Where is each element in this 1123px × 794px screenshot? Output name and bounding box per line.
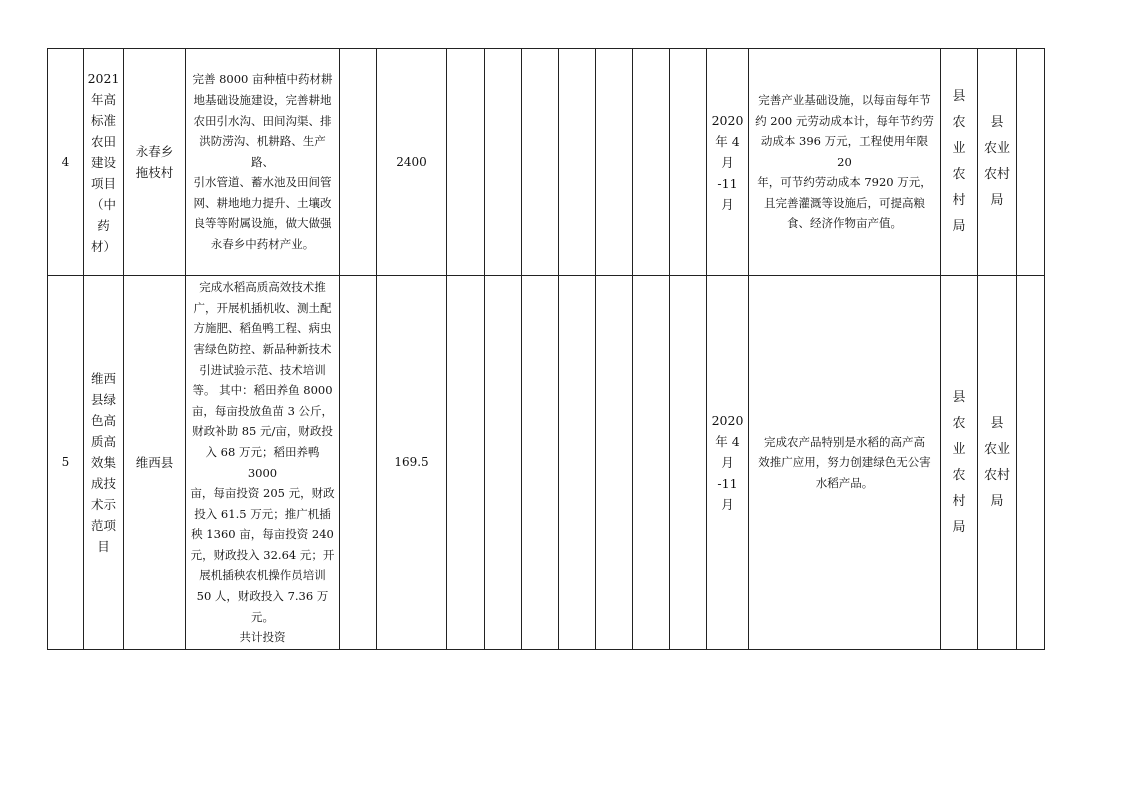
empty-cell: [633, 276, 670, 650]
text-line: 秧 1360 亩，每亩投资 240: [191, 527, 334, 542]
implementing-unit: [978, 276, 1017, 650]
text-line: 水稻产品。: [815, 475, 874, 490]
empty-cell: [485, 49, 522, 276]
text-line: 月: [721, 196, 734, 212]
text-line: 维西: [90, 371, 116, 386]
text-line: 县: [952, 389, 966, 405]
empty-cell: [522, 49, 559, 276]
empty-cell: [447, 276, 485, 650]
text-line: 范项: [90, 518, 116, 533]
text-line: 农: [952, 167, 966, 182]
text-line: 良等等附属设施，做大做强: [193, 216, 332, 231]
row-number: 5: [48, 276, 84, 650]
text-line: 县: [990, 115, 1004, 130]
text-line: 约 200 元劳动成本计，每年节约劳: [755, 113, 934, 128]
table-row: [48, 276, 1045, 650]
text-line: 洪防涝沟、机耕路、生产路、: [199, 134, 326, 169]
project-period: [707, 49, 749, 276]
text-line: 建设: [90, 154, 116, 170]
empty-cell: [447, 49, 485, 276]
text-line: 引水管道、蓄水池及田间管: [193, 175, 332, 190]
project-content: [186, 276, 340, 650]
text-line: 项目: [90, 175, 116, 191]
text-line: 县绿: [90, 392, 116, 407]
project-benefit: [749, 276, 941, 650]
text-line: 月: [721, 497, 734, 512]
empty-cell: [670, 276, 707, 650]
text-line: -11: [717, 476, 738, 491]
empty-cell: [340, 276, 377, 650]
text-line: 标准: [90, 112, 116, 128]
text-line: 村: [952, 193, 966, 208]
text-line: 月: [721, 154, 734, 170]
text-line: 2021: [87, 70, 120, 86]
text-line: 局: [990, 493, 1004, 509]
text-line: 方施肥、稻鱼鸭工程、病虫: [193, 321, 332, 336]
text-line: 色高: [90, 413, 116, 428]
text-line: 质高: [90, 434, 116, 449]
responsible-unit: [941, 49, 978, 276]
empty-cell: [485, 276, 522, 650]
project-location: [124, 49, 186, 276]
text-line: 2020: [711, 112, 744, 128]
text-line: 完成水稻高质高效技术推: [199, 280, 326, 295]
text-line: 永春乡中药材产业。: [210, 237, 315, 252]
text-line: 农: [952, 467, 966, 483]
text-line: 投入 61.5 万元；推广机插: [194, 506, 331, 521]
empty-cell: [559, 49, 596, 276]
text-line: 局: [952, 219, 966, 234]
text-line: 农田引水沟、田间沟渠、排: [193, 113, 332, 128]
text-line: 效集: [90, 455, 116, 470]
text-line: 农业: [983, 441, 1010, 457]
text-line: 年，可节约劳动成本 7920 万元，: [757, 175, 932, 190]
text-line: 农: [952, 115, 966, 130]
empty-cell: [1017, 49, 1045, 276]
text-line: 药: [97, 217, 110, 233]
row-number: 4: [48, 49, 84, 276]
text-line: 等。 其中：稻田养鱼 8000: [192, 383, 333, 398]
text-line: 业: [952, 441, 966, 457]
project-benefit: [749, 49, 941, 276]
text-line: 完善 8000 亩种植中药材耕: [192, 72, 333, 87]
project-name: [84, 276, 124, 650]
implementing-unit: [978, 49, 1017, 276]
text-line: 2020: [711, 413, 744, 428]
empty-cell: [670, 49, 707, 276]
text-line: 害绿色防控、新品种新技术: [193, 341, 332, 356]
table-row: [48, 49, 1045, 276]
text-line: 维西县: [135, 455, 174, 470]
text-line: 农业: [983, 141, 1010, 156]
text-line: 农村: [983, 167, 1010, 182]
text-line: 材）: [90, 238, 116, 254]
empty-cell: [596, 49, 633, 276]
text-line: 局: [952, 519, 966, 535]
text-line: 网、耕地地力提升、土壤改: [193, 195, 332, 210]
text-line: 目: [97, 539, 110, 554]
text-line: 年高: [90, 91, 116, 107]
text-line: 完成农产品特别是水稻的高产高: [764, 434, 925, 449]
text-line: 亩，每亩投资 205 元，财政: [190, 486, 335, 501]
empty-cell: [596, 276, 633, 650]
text-line: 村: [952, 493, 966, 509]
text-line: 农村: [983, 467, 1010, 483]
text-line: 入 68 万元；稻田养鸭 3000: [205, 444, 320, 480]
text-line: 50 人，财政投入 7.36 万元。: [196, 589, 329, 624]
text-line: 年 4: [715, 133, 740, 149]
text-line: 局: [990, 193, 1004, 208]
text-line: 亩，每亩投放鱼苗 3 公斤，: [191, 403, 334, 418]
empty-cell: [522, 276, 559, 650]
text-line: 县: [990, 415, 1004, 431]
project-location: [124, 276, 186, 650]
investment-amount: 2400: [377, 49, 447, 276]
project-content: [186, 49, 340, 276]
text-line: 县: [952, 89, 966, 104]
empty-cell: [633, 49, 670, 276]
text-line: 引进试验示范、技术培训: [199, 362, 326, 377]
text-line: 展机插秧农机操作员培训: [199, 568, 326, 583]
investment-amount: 169.5: [377, 276, 447, 650]
text-line: 广，开展机插机收、测土配: [193, 300, 332, 315]
empty-cell: [559, 276, 596, 650]
text-line: -11: [717, 175, 738, 191]
text-line: 共计投资: [239, 630, 286, 645]
text-line: 财政补助 85 元/亩，财政投: [192, 424, 333, 439]
project-period: [707, 276, 749, 650]
text-line: 元，财政投入 32.64 元；开: [190, 547, 335, 562]
text-line: 地基础设施建设，完善耕地: [193, 92, 332, 107]
text-line: 成技: [90, 476, 116, 491]
text-line: 术示: [90, 497, 116, 512]
text-line: 且完善灌溉等设施后，可提高粮: [764, 195, 925, 210]
empty-cell: [340, 49, 377, 276]
text-line: 效推广应用，努力创建绿色无公害: [758, 455, 931, 470]
text-line: 农: [952, 415, 966, 431]
text-line: 月: [721, 455, 734, 470]
text-line: （中: [90, 196, 116, 212]
text-line: 年 4: [715, 434, 740, 449]
text-line: 农田: [90, 133, 116, 149]
empty-cell: [1017, 276, 1045, 650]
text-line: 完善产业基础设施，以每亩每年节: [758, 92, 931, 107]
project-name: [84, 49, 124, 276]
text-line: 动成本 396 万元，工程使用年限 20: [760, 134, 929, 169]
responsible-unit: [941, 276, 978, 650]
text-line: 食、经济作物亩产值。: [787, 216, 902, 231]
text-line: 业: [952, 141, 966, 156]
text-line: 永春乡: [135, 144, 174, 159]
project-table: [47, 48, 1045, 650]
text-line: 拖枝村: [135, 165, 174, 180]
